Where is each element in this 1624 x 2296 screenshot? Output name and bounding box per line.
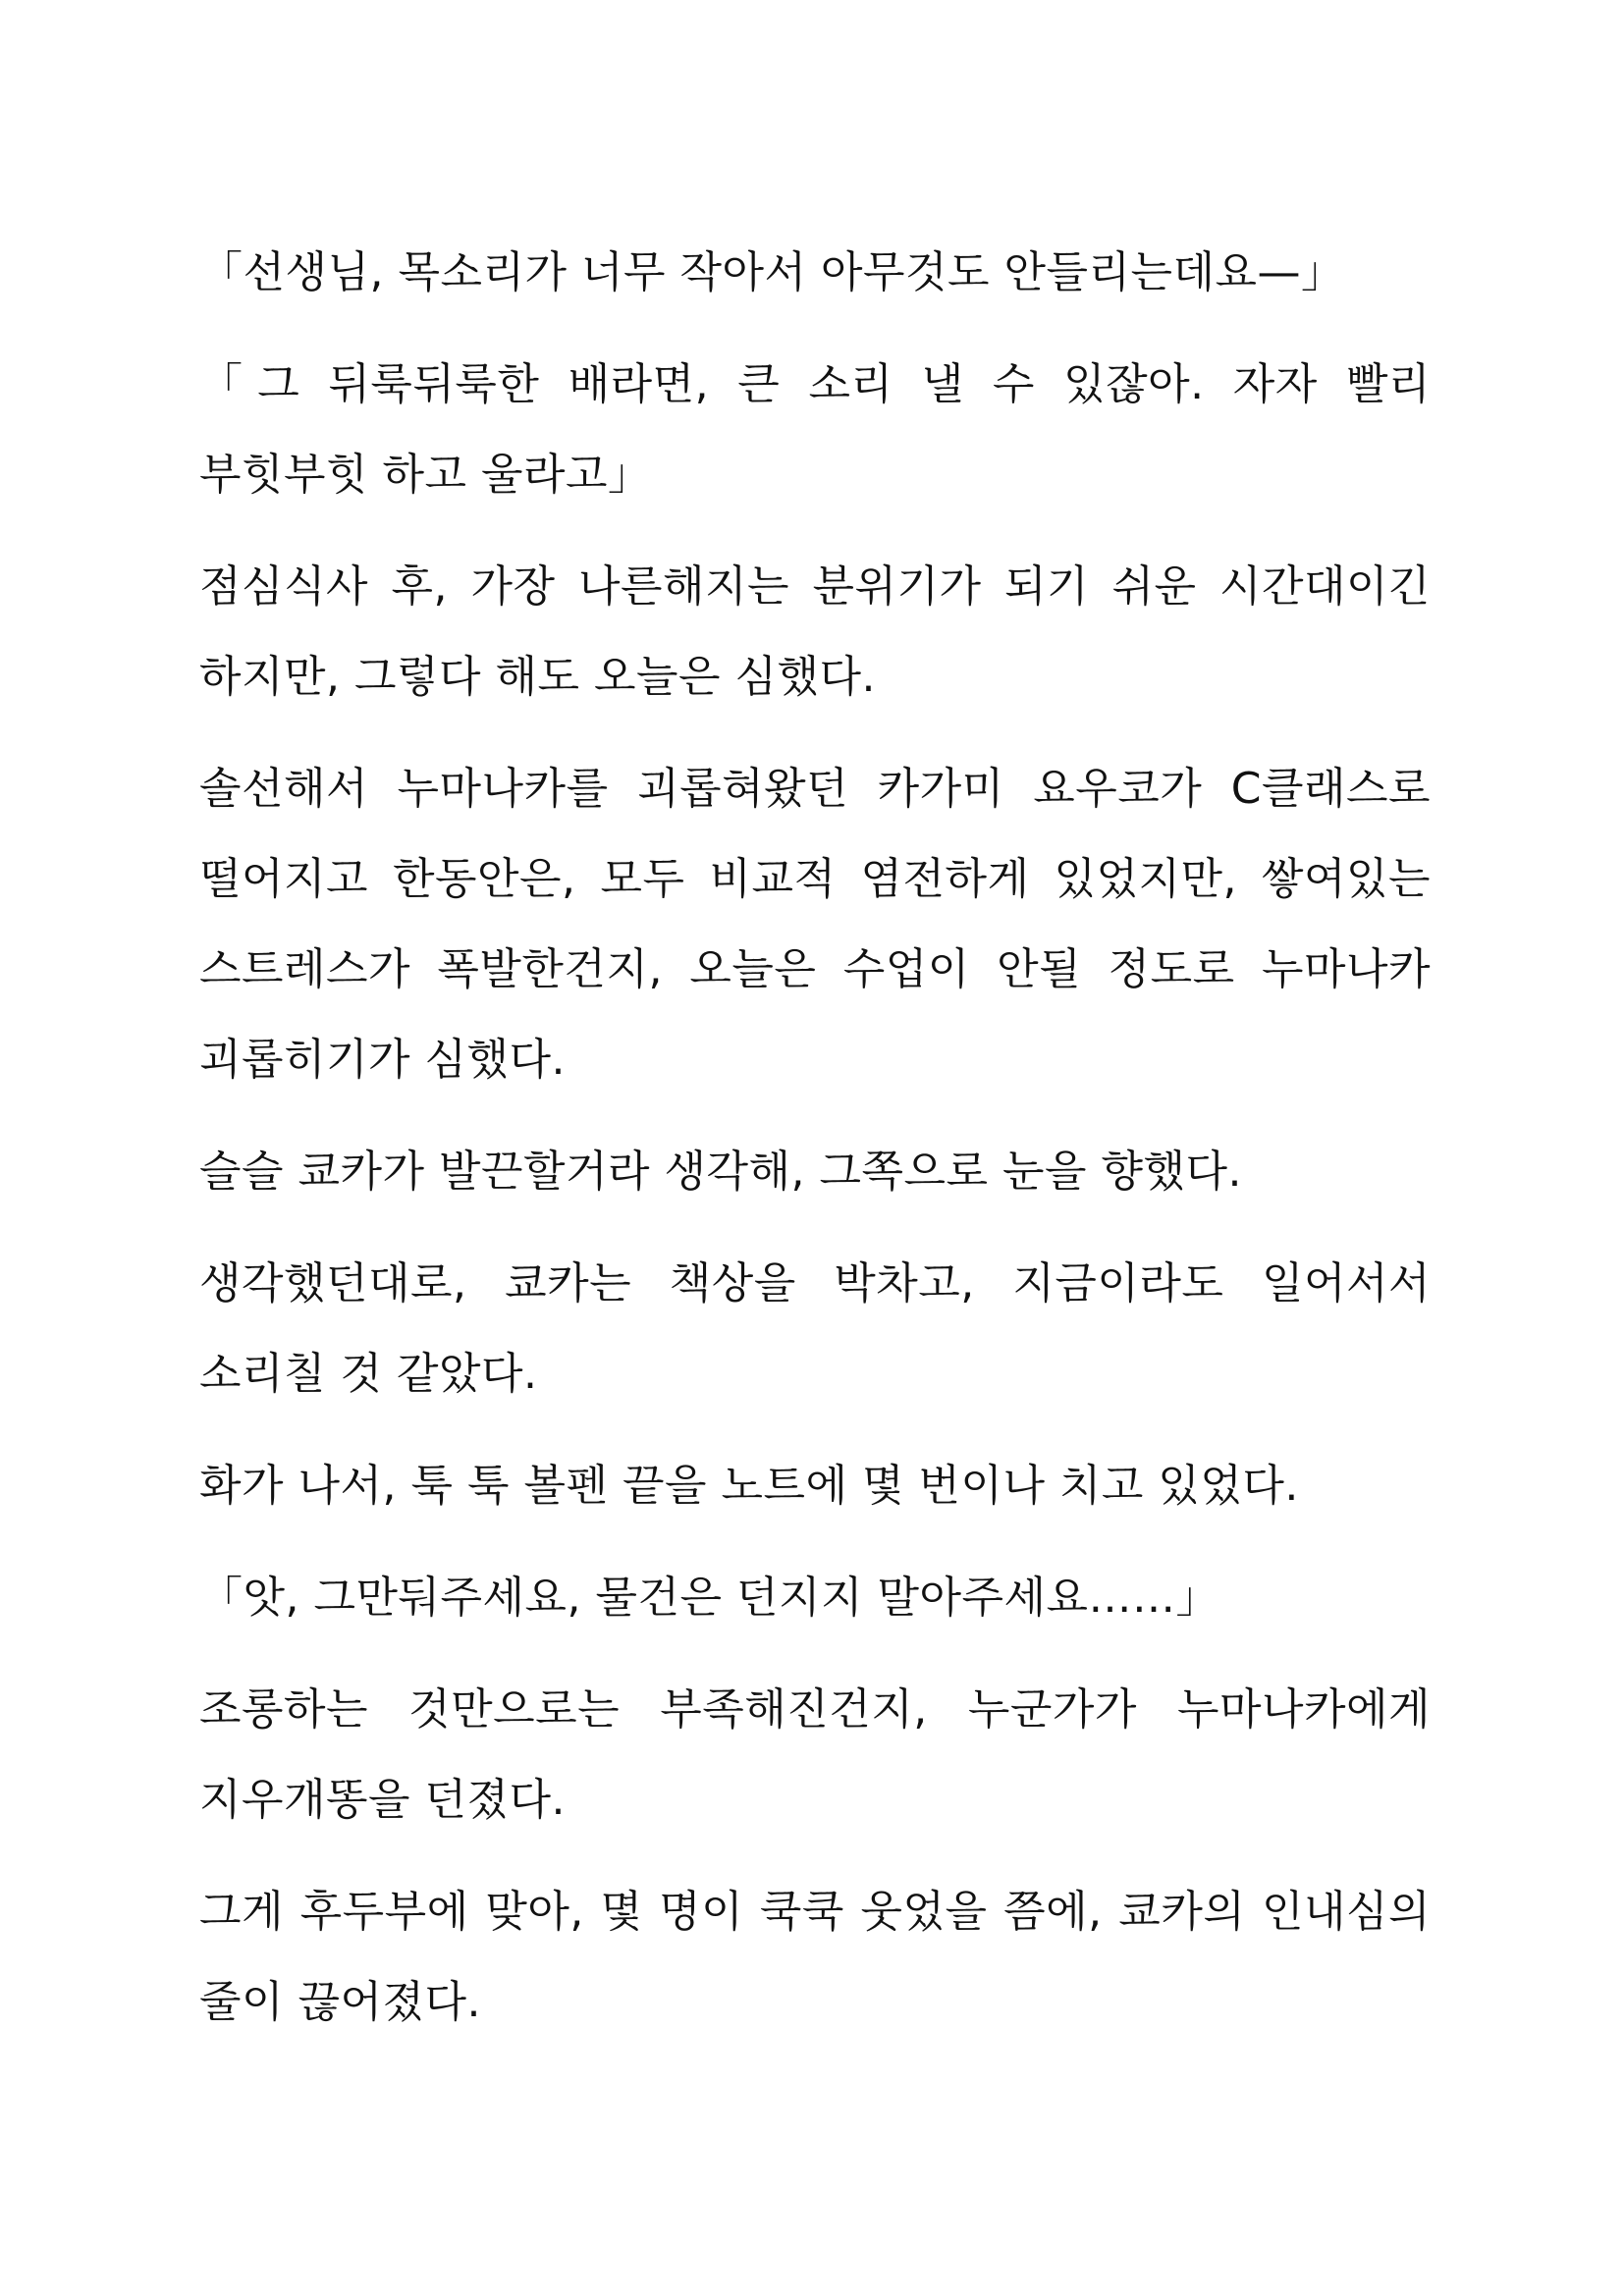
paragraph-2: 「그 뒤룩뒤룩한 배라면, 큰 소리 낼 수 있잖아. 자자 빨리 부힛부힛 하고 울라고」: [199, 359, 1431, 500]
paragraph-9: 조롱하는 것만으로는 부족해진건지, 누군가가 누마나카에게 지우개똥을 던졌다.: [199, 1684, 1431, 1825]
paragraph-3: 점심식사 후, 가장 나른해지는 분위기가 되기 쉬운 시간대이긴 하지만, 그렇다 해도 오늘은 심했다.: [199, 561, 1431, 702]
paragraph-6: 생각했던대로, 쿄카는 책상을 박차고, 지금이라도 일어서서 소리칠 것 같았다.: [199, 1258, 1431, 1399]
paragraph-8: 「앗, 그만둬주세요, 물건은 던지지 말아주세요……」: [199, 1573, 1219, 1623]
body-text: [199, 228, 1431, 2069]
paragraph-1: 「선생님, 목소리가 너무 작아서 아무것도 안들리는데요—」: [199, 247, 1345, 297]
paragraph-10: 그게 후두부에 맞아, 몇 명이 쿡쿡 웃었을 쯤에, 쿄카의 인내심의 줄이 끊어졌다.: [199, 1887, 1431, 2027]
paragraph-4: 솔선해서 누마나카를 괴롭혀왔던 카가미 요우코가 C클래스로 떨어지고 한동안은, 모두 비교적 염전하게 있었지만, 쌓여있는 스트레스가 폭발한건지, 오늘은 수업이 안될 정도로 누마나카 괴롭히기가 심했다.: [199, 764, 1431, 1085]
paragraph-7: 화가 나서, 툭 툭 볼펜 끝을 노트에 몇 번이나 치고 있었다.: [199, 1461, 1299, 1511]
paragraph-5: 슬슬 쿄카가 발끈할거라 생각해, 그쪽으로 눈을 향했다.: [199, 1147, 1242, 1197]
